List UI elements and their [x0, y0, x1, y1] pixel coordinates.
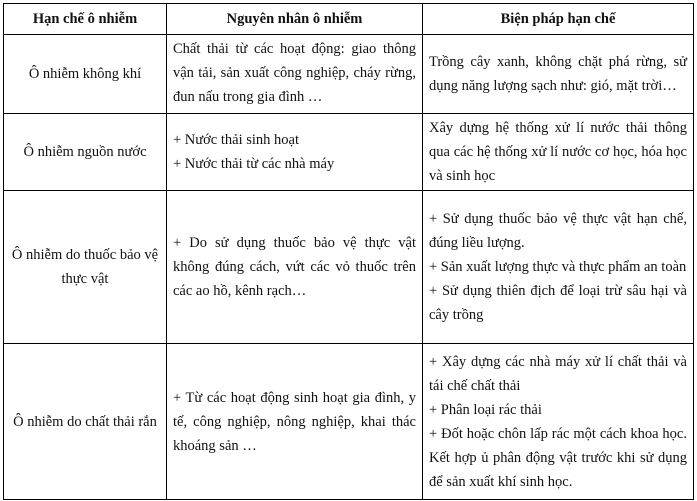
- solution-cell: [423, 114, 694, 191]
- pollution-type-cell: Ô nhiễm nguồn nước: [4, 114, 167, 191]
- cause-line: + Nước thải sinh hoạt: [173, 132, 299, 148]
- solution-line: + Xây dựng các nhà máy xử lí chất thải và tái chế chất thải: [429, 353, 687, 394]
- pollution-type-cell: Ô nhiễm do thuốc bảo vệ thực vật: [4, 191, 167, 344]
- solution-line: + Sử dụng thuốc bảo vệ thực vật hạn chế, đúng liều lượng.: [429, 211, 687, 251]
- cause-line: Chất thải từ các hoạt động: giao thông vận tải, sản xuất công nghiệp, cháy rừng, đun nấu trong gia đình …: [173, 41, 416, 105]
- cause-cell: [167, 344, 423, 500]
- table-row: [4, 114, 694, 191]
- pollution-table: [3, 3, 694, 500]
- solution-line: + Sản xuất lượng thực và thực phẩm an toàn: [429, 259, 687, 275]
- cause-line: + Nước thải từ các nhà máy: [173, 156, 335, 172]
- cause-cell: [167, 191, 423, 344]
- header-row: [4, 4, 694, 35]
- solution-line: + Phân loại rác thải: [429, 401, 542, 418]
- table-row: [4, 35, 694, 114]
- header-solution: Biện pháp hạn chế: [423, 4, 694, 35]
- table-row: [4, 191, 694, 344]
- solution-line: Trồng cây xanh, không chặt phá rừng, sử dụng năng lượng sạch như: gió, mặt trời…: [429, 54, 687, 94]
- header-pollution-type: Hạn chế ô nhiễm: [4, 4, 167, 35]
- cause-cell: [167, 35, 423, 114]
- cause-line: + Từ các hoạt động sinh hoạt gia đình, y tế, công nghiệp, nông nghiệp, khai thác khoáng sản …: [173, 389, 416, 454]
- header-cause: Nguyên nhân ô nhiễm: [167, 4, 423, 35]
- solution-cell: [423, 344, 694, 500]
- pollution-type-cell: Ô nhiễm không khí: [4, 35, 167, 114]
- cause-cell: [167, 114, 423, 191]
- table-row: [4, 344, 694, 500]
- solution-line: + Sử dụng thiên địch để loại trừ sâu hại và cây trồng: [429, 283, 687, 323]
- cause-line: + Do sử dụng thuốc bảo vệ thực vật không đúng cách, vứt các vỏ thuốc trên các ao hồ, kênh rạch…: [173, 235, 416, 299]
- solution-cell: [423, 35, 694, 114]
- solution-line: + Đốt hoặc chôn lấp rác một cách khoa học. Kết hợp ủ phân động vật trước khi sử dụng để sản xuất khí sinh học.: [429, 425, 687, 490]
- solution-line: Xây dựng hệ thống xử lí nước thải thông qua các hệ thống xử lí nước cơ học, hóa học và sinh học: [429, 120, 687, 184]
- solution-cell: [423, 191, 694, 344]
- pollution-type-cell: Ô nhiễm do chất thải rắn: [4, 344, 167, 500]
